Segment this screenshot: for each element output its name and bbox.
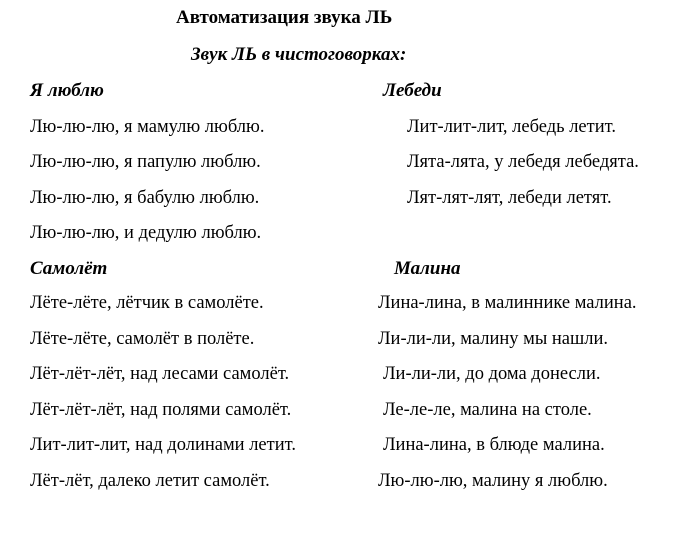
poem-line: Лю-лю-лю, я мамулю люблю. xyxy=(30,117,265,137)
poem-line: Лит-лит-лит, над долинами летит. xyxy=(30,435,296,455)
poem-line: Лю-лю-лю, и дедулю люблю. xyxy=(30,223,262,243)
section-heading-lebedi: Лебеди xyxy=(383,80,442,101)
section-heading-malina: Малина xyxy=(394,258,461,279)
poem-line: Лит-лит-лит, лебедь летит. xyxy=(407,117,616,137)
poem-line: Лёт-лёт-лёт, над лесами самолёт. xyxy=(30,364,290,384)
poem-line: Лёт-лёт, далеко летит самолёт. xyxy=(30,471,270,491)
page-subtitle: Звук ЛЬ в чистоговорках: xyxy=(191,44,407,65)
poem-line: Лина-лина, в блюде малина. xyxy=(383,435,605,455)
poem-line: Лина-лина, в малиннике малина. xyxy=(378,293,637,313)
poem-line: Лю-лю-лю, я папулю люблю. xyxy=(30,152,261,172)
poem-line: Лю-лю-лю, я бабулю люблю. xyxy=(30,188,260,208)
poem-line: Ли-ли-ли, до дома донесли. xyxy=(383,364,601,384)
poem-line: Лёт-лёт-лёт, над полями самолёт. xyxy=(30,400,292,420)
poem-line: Лёте-лёте, самолёт в полёте. xyxy=(30,329,255,349)
poem-line: Лёте-лёте, лётчик в самолёте. xyxy=(30,293,264,313)
poem-line: Ли-ли-ли, малину мы нашли. xyxy=(378,329,609,349)
section-heading-samolet: Самолёт xyxy=(30,258,108,279)
page-title: Автоматизация звука ЛЬ xyxy=(176,7,393,28)
poem-line: Ле-ле-ле, малина на столе. xyxy=(383,400,592,420)
poem-line: Лю-лю-лю, малину я люблю. xyxy=(378,471,608,491)
section-heading-ya-lyublyu: Я люблю xyxy=(30,80,104,101)
poem-line: Лята-лята, у лебедя лебедята. xyxy=(407,152,639,172)
poem-line: Лят-лят-лят, лебеди летят. xyxy=(407,188,612,208)
